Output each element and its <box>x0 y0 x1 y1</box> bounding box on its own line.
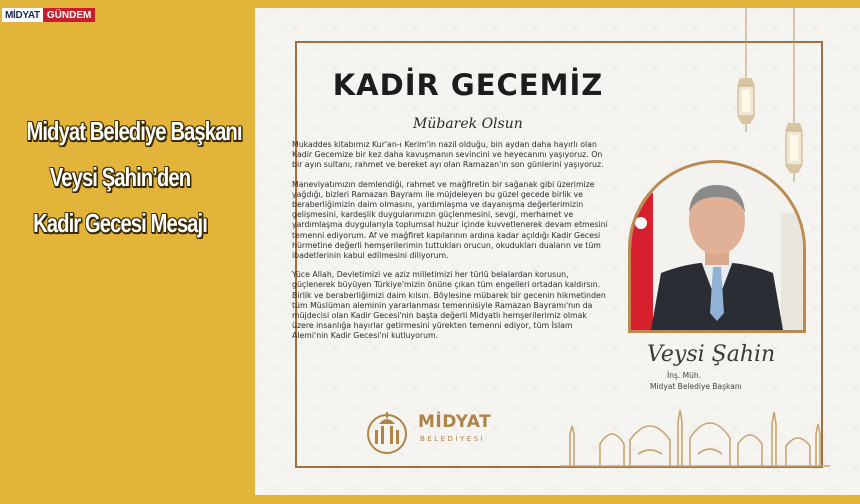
headline-line-1: Midyat Belediye Başkanı <box>26 116 242 146</box>
municipality-logo-name: MİDYAT <box>418 412 492 432</box>
poster-title: KADİR GECEMİZ <box>332 68 604 102</box>
signer-role: Midyat Belediye Başkanı <box>650 382 742 391</box>
message-paragraph-2: Maneviyatımızın demlendiği, rahmet ve mağfiretin bir sağanak gibi üzerimize yağdığı, bizleri Ramazan Bayramı ile müjdeleyen bu güzel gecede birlik ve beraberliğimizin daim olmasını, yardımlaşma ve dayanışma değerlerimizin gelişmesini, kardeşlik duygularımızın güçlenmesini, sevgi, merhamet ve yardımlaşma duygularıyla toplumsal huzur içinde kuvvetlenerek devam etmesini temenni ediyorum. Af ve mağfiret kapılarının ardına kadar açıldığı Kadir Gecesi hürmetine değerli hemşerilerimin tuttukları orucun, okudukları duaların ve tüm ibadetlerinin kabul edilmesini diliyorum. <box>292 179 608 261</box>
lantern-icon <box>731 8 761 138</box>
headline <box>0 108 240 246</box>
logo-part-1: MİDYAT <box>2 8 43 22</box>
signature: Veysi Şahin <box>647 342 776 367</box>
municipality-logo-sub: BELEDİYESİ <box>420 435 486 443</box>
site-logo[interactable] <box>2 8 95 22</box>
mosque-skyline <box>560 404 830 468</box>
message-paragraph-1: Mukaddes kitabımız Kur'an-ı Kerim'in nazil olduğu, bin aydan daha hayırlı olan Kadir Gecemize bir kez daha kavuşmanın sevincini ve heyecanını yaşıyoruz. On bir ayın sultanı, rahmet ve bereket ayı olan Ramazan'ın son günlerini yaşıyoruz. <box>292 140 604 170</box>
poster-image <box>255 8 860 495</box>
logo-part-2: GÜNDEM <box>43 8 95 22</box>
message-paragraph-3: Yüce Allah, Devletimizi ve aziz milletimizi her türlü belalardan korusun, güçlenerek büyüyen Türkiye'mizin önüne çıkan tüm engelleri ortadan kaldırsın. Birlik ve beraberliğimizi daim kılsın. Böylesine mübarek bir gecenin hikmetinden tüm Müslüman aleminin yararlanması temennisiyle Ramazan Bayramı'nın da müjdecisi olan Kadir Gecesi'nin başta değerli Midyatlı hemşerilerimiz olmak üzere insanlığa hayırlar getirmesini yürekten temenni ediyor, tüm İslam Alemi'nin Kadir Gecesi'ni kutluyorum. <box>292 270 606 341</box>
mayor-photo <box>628 160 806 333</box>
headline-line-3: Kadir Gecesi Mesajı <box>33 208 207 238</box>
message-body <box>292 140 608 351</box>
signer-title: İnş. Müh. <box>667 371 702 380</box>
municipality-logo-icon <box>360 408 414 454</box>
headline-line-2: Veysi Şahin’den <box>49 162 191 192</box>
poster-subtitle: Mübarek Olsun <box>413 116 523 132</box>
